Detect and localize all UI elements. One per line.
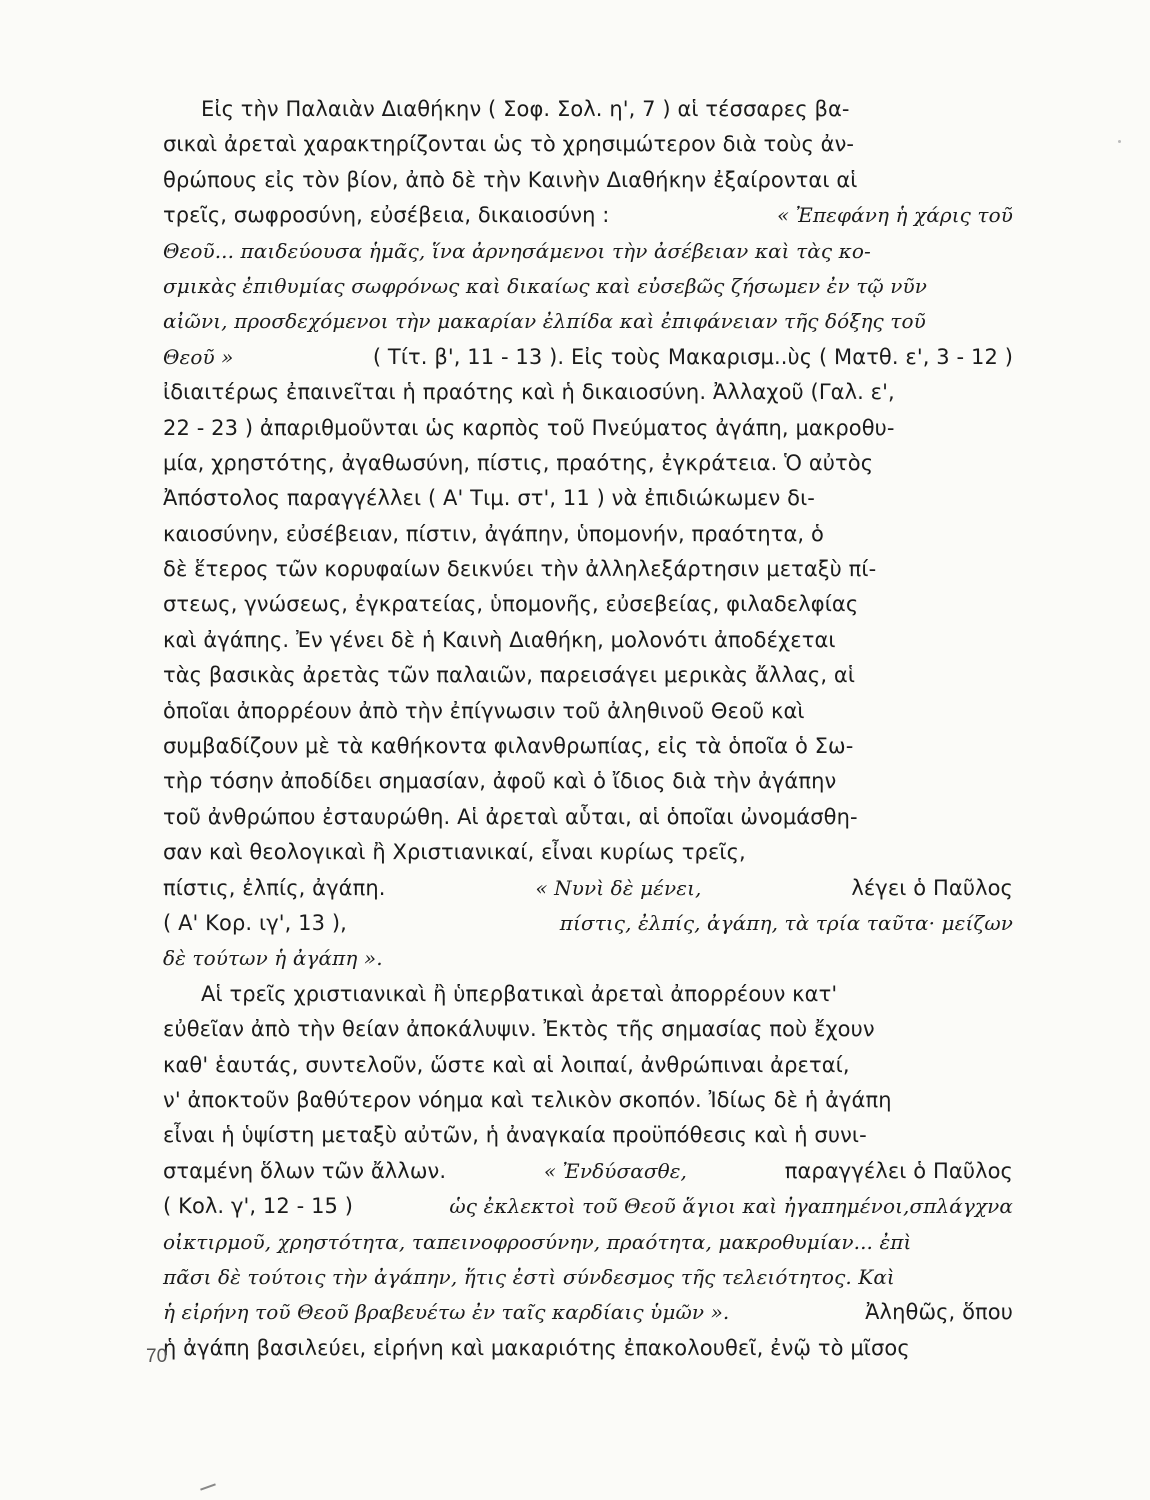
text-line — [163, 800, 1013, 835]
text-line — [163, 1083, 1013, 1118]
text-segment: ( Α' Κορ. ιγ', 13 ), — [163, 910, 347, 935]
text-line — [163, 764, 1013, 799]
text-segment: τρεῖς, σωφροσύνη, εὐσέβεια, δικαιοσύνη : — [163, 203, 610, 228]
text-line — [163, 552, 1013, 587]
text-line — [163, 481, 1013, 516]
text-segment: παραγγέλει ὁ Παῦλος — [784, 1158, 1013, 1183]
text-segment: Εἰς τὴν Παλαιὰν Διαθήκην ( Σοφ. Σολ. η', 7 ) αἱ τέσσαρες βα- — [201, 97, 850, 121]
text-segment: εἶναι ἡ ὑψίστη μεταξὺ αὐτῶν, ἡ ἀναγκαία προϋπόθεσις καὶ ἡ συνι- — [163, 1123, 867, 1148]
text-segment: 22 - 23 ) ἀπαριθμοῦνται ὡς καρπὸς τοῦ Πνεύματος ἀγάπη, μακροθυ- — [163, 415, 895, 440]
text-line — [163, 163, 1013, 198]
quote-segment: « Ἐνδύσασθε, — [543, 1158, 688, 1183]
text-line — [163, 375, 1013, 410]
text-line — [163, 1048, 1013, 1083]
text-line — [163, 587, 1013, 622]
quote-segment: Θεοῦ » — [163, 344, 234, 369]
text-segment: μία, χρηστότης, ἀγαθωσύνη, πίστις, πραότης, ἐγκράτεια. Ὁ αὐτὸς — [163, 450, 874, 475]
text-line — [163, 198, 1013, 233]
text-line — [163, 340, 1013, 375]
text-segment: σικαὶ ἀρεταὶ χαρακτηρίζονται ὡς τὸ χρησιμώτερον διὰ τοὺς ἀν- — [163, 132, 855, 157]
text-segment: τοῦ ἀνθρώπου ἐσταυρώθη. Αἱ ἀρεταὶ αὗται, αἱ ὁποῖαι ὠνομάσθη- — [163, 804, 858, 829]
text-line — [163, 127, 1013, 162]
quote-segment: « Ἐπεφάνη ἡ χάρις τοῦ — [776, 203, 1013, 228]
text-line — [163, 304, 1013, 339]
text-segment: ἡ ἀγάπη βασιλεύει, εἰρήνη καὶ μακαριότης ἐπακολουθεῖ, ἐνῷ τὸ μῖσος — [163, 1335, 910, 1360]
body-text — [163, 92, 1013, 1366]
text-line — [163, 694, 1013, 729]
text-segment: πίστις, ἐλπίς, ἀγάπη. — [163, 875, 386, 900]
text-segment: ὁποῖαι ἀπορρέουν ἀπὸ τὴν ἐπίγνωσιν τοῦ ἀληθινοῦ Θεοῦ καὶ — [163, 698, 805, 723]
text-segment: δὲ ἕτερος τῶν κορυφαίων δεικνύει τὴν ἀλληλεξάρτησιν μεταξὺ πί- — [163, 557, 877, 582]
text-line — [163, 977, 1013, 1012]
text-segment: θρώπους εἰς τὸν βίον, ἀπὸ δὲ τὴν Καινὴν Διαθήκην ἐξαίρονται αἱ — [163, 167, 858, 192]
scan-speck — [1118, 140, 1121, 143]
text-segment: καιοσύνην, εὐσέβειαν, πίστιν, ἀγάπην, ὑπομονήν, πραότητα, ὁ — [163, 521, 824, 546]
text-line — [163, 234, 1013, 269]
text-segment: εὐθεῖαν ἀπὸ τὴν θείαν ἀποκάλυψιν. Ἐκτὸς τῆς σημασίας ποὺ ἔχουν — [163, 1017, 875, 1042]
quote-segment: οἰκτιρμοῦ, χρηστότητα, ταπεινοφροσύνην, πραότητα, μακροθυμίαν... ἐπὶ — [163, 1229, 912, 1254]
text-segment: ν' ἀποκτοῦν βαθύτερον νόημα καὶ τελικὸν σκοπόν. Ἰδίως δὲ ἡ ἀγάπη — [163, 1087, 892, 1112]
text-segment: συμβαδίζουν μὲ τὰ καθήκοντα φιλανθρωπίας, εἰς τὰ ὁποῖα ὁ Σω- — [163, 734, 854, 759]
text-segment: στεως, γνώσεως, ἐγκρατείας, ὑπομονῆς, εὐσεβείας, φιλαδελφίας — [163, 592, 859, 617]
text-line — [163, 269, 1013, 304]
text-line — [163, 1012, 1013, 1047]
text-line — [163, 623, 1013, 658]
text-line — [163, 92, 1013, 127]
quote-segment: αἰῶνι, προσδεχόμενοι τὴν μακαρίαν ἐλπίδα καὶ ἐπιφάνειαν τῆς δόξης τοῦ — [163, 309, 926, 334]
text-line — [163, 1189, 1013, 1224]
text-line — [163, 411, 1013, 446]
quote-segment: Θεοῦ... παιδεύουσα ἡμᾶς, ἵνα ἀρνησάμενοι τὴν ἀσέβειαν καὶ τὰς κο- — [163, 238, 871, 263]
text-segment: τὰς βασικὰς ἀρετὰς τῶν παλαιῶν, παρεισάγει μερικὰς ἄλλας, αἱ — [163, 663, 856, 688]
text-segment: σταμένη ὅλων τῶν ἄλλων. — [163, 1158, 447, 1183]
text-line — [163, 446, 1013, 481]
text-line — [163, 729, 1013, 764]
quote-segment: πίστις, ἐλπίς, ἀγάπη, τὰ τρία ταῦτα· μείζων — [559, 910, 1013, 935]
text-segment: ( Τίτ. β', 11 - 13 ). Εἰς τοὺς Μακαρισμ..ὺς ( Ματθ. ε', 3 - 12 ) — [372, 344, 1013, 369]
text-line — [163, 517, 1013, 552]
text-line — [163, 1154, 1013, 1189]
text-segment: λέγει ὁ Παῦλος — [851, 875, 1013, 900]
quote-segment: ἡ εἰρήνη τοῦ Θεοῦ βραβευέτω ἐν ταῖς καρδίαις ὑμῶν ». — [163, 1300, 730, 1325]
text-segment: ( Κολ. γ', 12 - 15 ) — [163, 1194, 354, 1219]
text-line — [163, 906, 1013, 941]
quote-segment: ὡς ἐκλεκτοὶ τοῦ Θεοῦ ἅγιοι καὶ ἠγαπημένοι,σπλάγχνα — [449, 1194, 1013, 1219]
text-segment: καθ' ἑαυτάς, συντελοῦν, ὥστε καὶ αἱ λοιπαί, ἀνθρώπιναι ἀρεταί, — [163, 1052, 850, 1077]
page-number: 70 — [146, 1346, 168, 1367]
text-line — [163, 835, 1013, 870]
text-line — [163, 1260, 1013, 1295]
text-line — [163, 1331, 1013, 1366]
text-segment: Αἱ τρεῖς χριστιανικαὶ ἢ ὑπερβατικαὶ ἀρεταὶ ἀπορρέουν κατ' — [201, 981, 838, 1006]
text-segment: Ἀληθῶς, ὅπου — [865, 1300, 1013, 1325]
text-segment: σαν καὶ θεολογικαὶ ἢ Χριστιανικαί, εἶναι κυρίως τρεῖς, — [163, 840, 746, 865]
text-segment: Ἀπόστολος παραγγέλλει ( Α' Τιμ. στ', 11 ) νὰ ἐπιδιώκωμεν δι- — [163, 486, 815, 511]
text-line — [163, 1118, 1013, 1153]
text-segment: ἰδιαιτέρως ἐπαινεῖται ἡ πραότης καὶ ἡ δικαιοσύνη. Ἀλλαχοῦ (Γαλ. ε', — [163, 380, 895, 405]
text-segment: καὶ ἀγάπης. Ἐν γένει δὲ ἡ Καινὴ Διαθήκη, μολονότι ἀποδέχεται — [163, 627, 836, 652]
scan-mark — [200, 1483, 216, 1490]
quote-segment: δὲ τούτων ἡ ἀγάπη ». — [163, 946, 383, 971]
quote-segment: πᾶσι δὲ τούτοις τὴν ἀγάπην, ἥτις ἐστὶ σύνδεσμος τῆς τελειότητος. Καὶ — [163, 1264, 895, 1289]
quote-segment: « Νυνὶ δὲ μένει, — [535, 875, 702, 900]
text-line — [163, 941, 1013, 976]
text-segment: τὴρ τόσην ἀποδίδει σημασίαν, ἀφοῦ καὶ ὁ ἴδιος διὰ τὴν ἀγάπην — [163, 769, 837, 794]
text-line — [163, 658, 1013, 693]
text-line — [163, 871, 1013, 906]
text-line — [163, 1295, 1013, 1330]
text-line — [163, 1225, 1013, 1260]
quote-segment: σμικὰς ἐπιθυμίας σωφρόνως καὶ δικαίως καὶ εὐσεβῶς ζήσωμεν ἐν τῷ νῦν — [163, 273, 928, 298]
